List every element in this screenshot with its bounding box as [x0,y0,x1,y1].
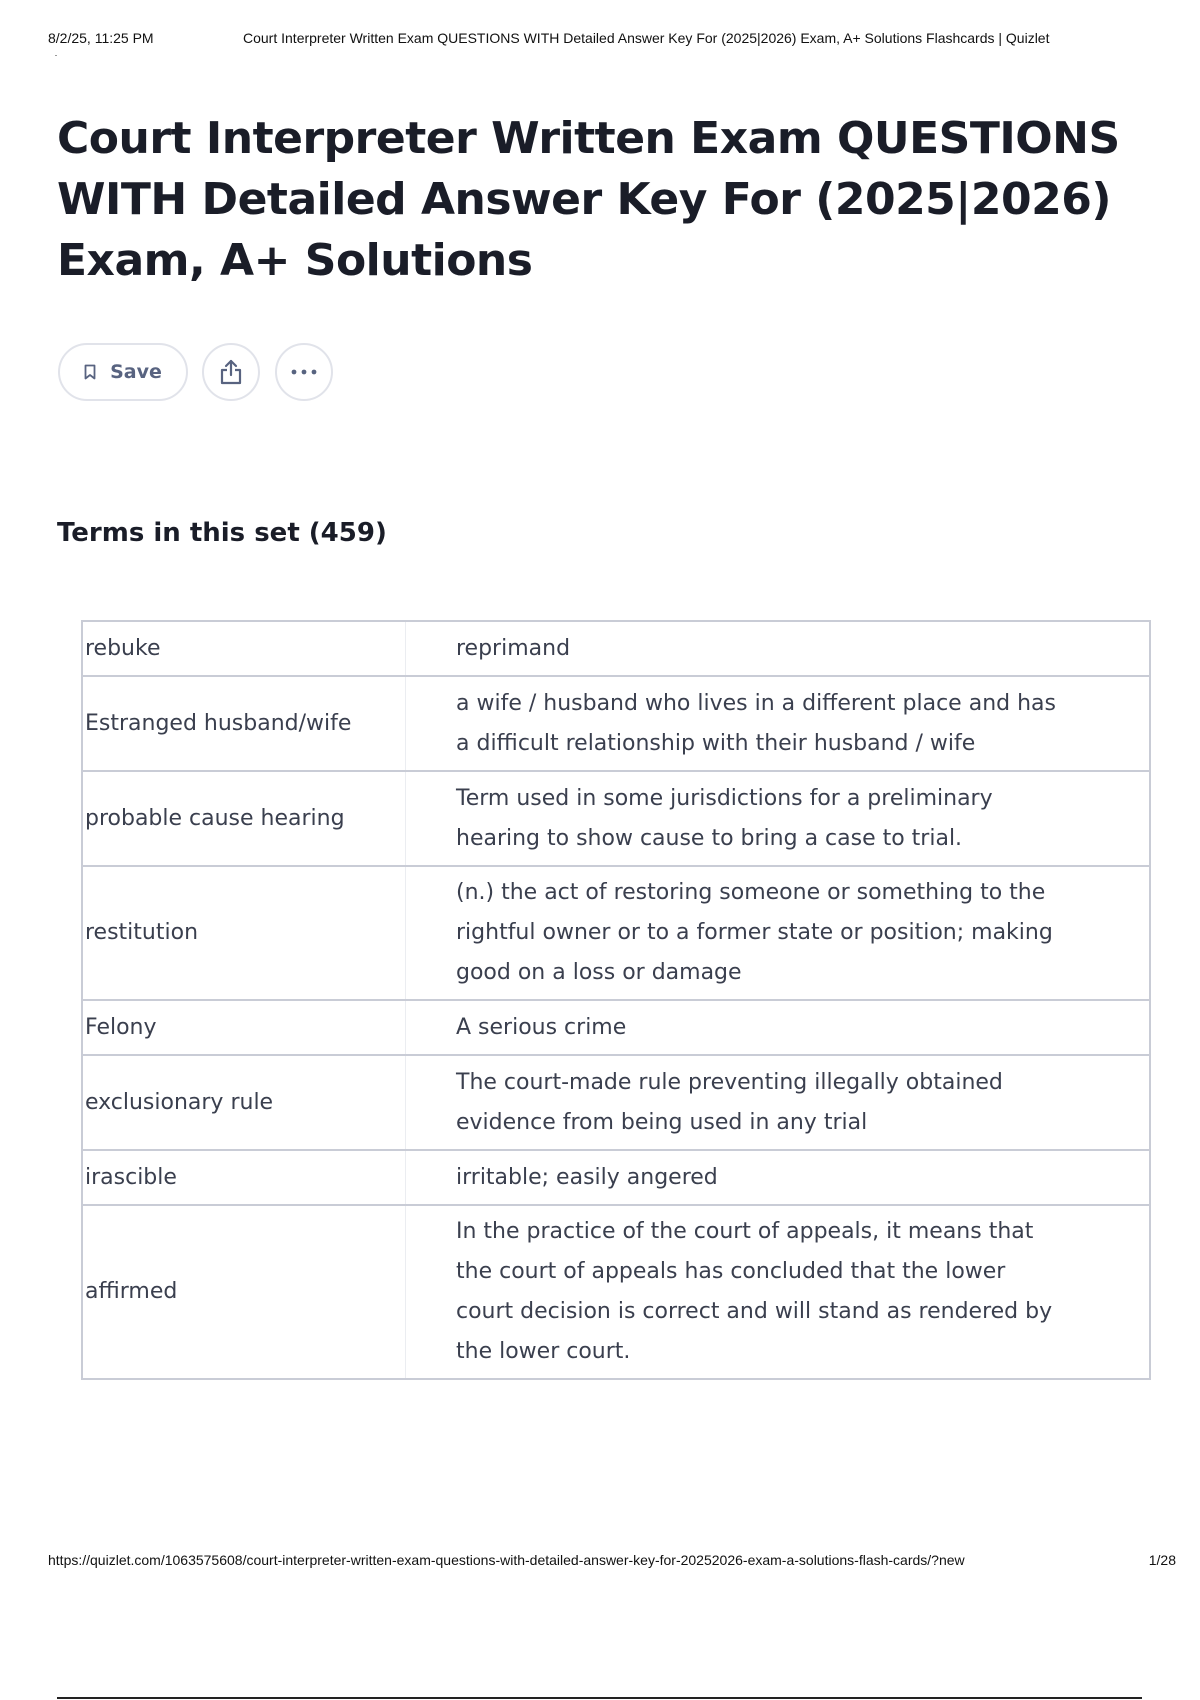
print-footer [48,1552,1188,1572]
terms-heading: Terms in this set (459) [57,518,387,548]
page-url[interactable]: https://quizlet.com/1063575608/court-interpreter-written-exam-questions-with-detailed-answer-key-for-20252026-exam-a-solutions-flash-cards/?new [48,1552,965,1568]
definition-cell: (n.) the act of restoring someone or something to the rightful owner or to a former state or position; making good on a loss or damage [406,866,1151,1000]
table-row [82,1205,1150,1379]
table-row [82,1055,1150,1150]
term-cell: rebuke [82,621,406,676]
term-cell: Estranged husband/wife [82,676,406,771]
definition-cell: Term used in some jurisdictions for a preliminary hearing to show cause to bring a case to trial. [406,771,1151,866]
table-row [82,771,1150,866]
table-row [82,1150,1150,1205]
table-row [82,676,1150,771]
term-cell: exclusionary rule [82,1055,406,1150]
share-button[interactable] [202,343,260,401]
definition-cell: The court-made rule preventing illegally obtained evidence from being used in any trial [406,1055,1151,1150]
share-icon [218,358,244,386]
bookmark-icon [84,364,96,380]
print-datetime: 8/2/25, 11:25 PM [48,30,154,46]
page-number: 1/28 [1148,1552,1176,1568]
term-cell: probable cause hearing [82,771,406,866]
table-row [82,621,1150,676]
definition-cell: irritable; easily angered [406,1150,1151,1205]
definition-cell: reprimand [406,621,1151,676]
definition-cell: A serious crime [406,1000,1151,1055]
term-cell: restitution [82,866,406,1000]
table-row [82,866,1150,1000]
definition-cell: In the practice of the court of appeals, it means that the court of appeals has concluded that the lower court decision is correct and will stand as rendered by the lower court. [406,1205,1151,1379]
term-cell: irascible [82,1150,406,1205]
definition-cell: a wife / husband who lives in a different place and has a difficult relationship with their husband / wife [406,676,1151,771]
save-button-label: Save [110,361,162,383]
terms-table [81,620,1151,1380]
page-title: Court Interpreter Written Exam QUESTIONS WITH Detailed Answer Key For (2025|2026) Exam, A+ Solutions [57,113,1120,286]
print-document-title: Court Interpreter Written Exam QUESTIONS WITH Detailed Answer Key For (2025|2026) Exam, A+ Solutions Flashcards | Quizlet [243,30,1050,46]
print-header [48,30,1176,50]
more-dots-icon [290,368,318,376]
term-cell: affirmed [82,1205,406,1379]
divider [57,1697,1142,1699]
save-button[interactable] [58,343,188,401]
term-cell: Felony [82,1000,406,1055]
table-row [82,1000,1150,1055]
divider [55,55,57,56]
more-options-button[interactable] [275,343,333,401]
